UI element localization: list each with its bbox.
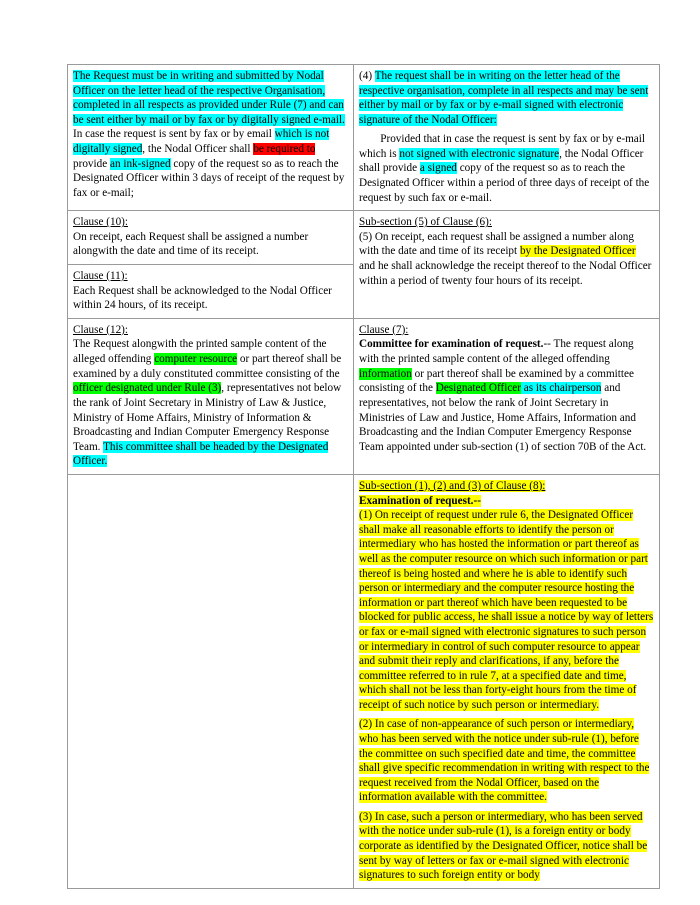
clause-number: (4) (359, 70, 375, 82)
clause-heading: Sub-section (1), (2) and (3) of Clause (8): (359, 479, 546, 492)
text-segment-computer-resource: computer resource (154, 353, 238, 366)
text-segment: and representatives, not below the rank of Joint Secretary in Ministries of Law and Justice, Home Affairs, Information and Broadcasting and the Indian Computer Emergency Response Team appointed under sub-section (1) of section 70B of the Act. (359, 382, 647, 453)
text-segment-ink-signed: an ink-signed (109, 157, 171, 170)
text-segment-be-required-to: be required to (253, 143, 316, 156)
text-segment: or part thereof shall be examined by a duly constituted committee consisting of the (73, 353, 342, 380)
clause-heading: Clause (10): (73, 216, 128, 229)
cell-subsection-5-clause-6 (354, 211, 660, 319)
text-segment-a-signed: a signed (419, 162, 457, 175)
text-segment: -- The request along with the printed sample content of the alleged offending (359, 338, 634, 366)
paragraph (73, 323, 348, 338)
clause-title: Committee for examination of request. (359, 338, 544, 351)
cell-clause-12 (68, 318, 354, 474)
text-segment: The Request must be in writing and submitted by Nodal Officer on the letter head of the respective Organisation, completed in all respects as provided under Rule (7) and can be sent either by mail or by fax or by (73, 70, 344, 126)
text-segment-digitally-signed: digitally signed e-mail. (241, 113, 345, 126)
text-segment-not-signed: not signed with electronic signature (399, 147, 560, 160)
paragraph-sub-rule-1 (359, 508, 654, 713)
comparison-table (67, 64, 660, 889)
text-segment: In case the request is sent by fax or by email (73, 128, 275, 141)
paragraph (359, 230, 654, 288)
paragraph (73, 215, 348, 230)
paragraph (359, 479, 654, 494)
text-segment-committee-headed: This committee shall be headed by the Designated Officer. (73, 440, 329, 468)
paragraph (73, 69, 348, 200)
text-segment: (5) On receipt, each request shall be assigned a number along with the date and time of its receipt (359, 230, 634, 258)
text-segment-information: information (359, 367, 412, 380)
text-segment: provide (73, 157, 110, 170)
text-segment: The request shall be in writing on the letter head of the respective organisation, complete in all respects and may be sent either by mail or by fax or by (359, 70, 649, 112)
paragraph (73, 269, 348, 284)
text-segment: (2) In case of non-appearance of such person or intermediary, who has been served with the notice under sub-rule (1), before the committee on such specified date and time, the committee shall give specific recommendation in writing with respect to the request received from the Nodal Officer, based on the information available with the committee. (359, 718, 650, 804)
clause-body: On receipt, each Request shall be assigned a number alongwith the date and time of its receipt. (73, 230, 309, 258)
text-segment: copy of the request so as to reach the Designated Officer within 3 days of receipt of the request by fax or e-mail; (73, 157, 345, 199)
cell-rule-4-request-form (354, 65, 660, 211)
cell-clause-11 (68, 265, 354, 319)
text-segment: The Request alongwith the printed sample content of the alleged offending (73, 338, 327, 366)
cell-clause-7 (354, 318, 660, 474)
table-row (68, 474, 660, 888)
paragraph (359, 323, 654, 338)
text-segment-officer-designated: officer designated under Rule (3) (73, 382, 222, 395)
text-segment: (1) On receipt of request under rule 6, the Designated Officer shall make all reasonable efforts to identify the person or intermediary who has hosted the information or part thereof as well as the computer resource on which such information or part thereof is being hosted and where he is able to identify such person or intermediary and the computer resource hosting the information or part thereof which have been requested to be blocked for public access, he shall issue a notice by way of letters or fax or e-mail signed with electronic signatures to such person or intermediary in control of such computer resource to appear and submit their reply and clarifications, if any, before the committee referred to in rule 7, at a specified date and time, which shall not be less than forty-eight hours from the time of receipt of such notice by such person or intermediary. (359, 509, 654, 712)
text-segment: of the Nodal Officer: (400, 113, 497, 126)
text-segment: and he shall acknowledge the receipt thereof to the Nodal Officer within a period of twenty four hours of its receipt. (359, 260, 652, 287)
clause-heading: Clause (11): (73, 270, 128, 283)
text-segment: , representatives not below the rank of Joint Secretary in Ministry of Law & Justice, Ministry of Home Affairs, Ministry of Information & Broadcasting and Indian Computer Emergency Response Team. (73, 382, 342, 453)
paragraph (73, 284, 348, 313)
paragraph (359, 69, 654, 127)
cell-subsection-1-2-3-clause-8 (354, 474, 660, 888)
table-row (68, 211, 660, 265)
cell-clause-10 (68, 211, 354, 265)
paragraph-sub-rule-3 (359, 810, 654, 883)
text-segment: , the Nodal Officer shall (142, 143, 254, 156)
clause-title: Examination of request.-- (359, 494, 481, 507)
table-row (68, 65, 660, 211)
clause-body: Each Request shall be acknowledged to the Nodal Officer within 24 hours, of its receipt. (73, 284, 332, 312)
paragraph (359, 215, 654, 230)
text-segment: or part thereof shall be examined by a committee consisting of the (359, 367, 634, 395)
cell-empty (68, 474, 354, 888)
text-segment: copy of the request so as to reach the Designated Officer within a period of three days of receipt of the request by such fax or e-mail. (359, 162, 650, 204)
paragraph (73, 337, 348, 468)
text-segment: (3) In case, such a person or intermediary, who has been served with the notice under sub-rule (1), is a foreign entity or body corporate as identified by the Designated Officer, notice shall be sent by way of letters or fax or e-mail signed with electronic signatures to such foreign entity or body (359, 810, 648, 882)
paragraph-proviso (359, 132, 654, 205)
cell-existing-request-requirements (68, 65, 354, 211)
paragraph (359, 494, 654, 509)
table-row (68, 318, 660, 474)
clause-heading: Clause (7): (359, 323, 409, 336)
clause-heading: Sub-section (5) of Clause (6): (359, 216, 492, 229)
text-segment: Provided that in case the request is sent by fax or by e-mail which is (359, 133, 645, 160)
text-segment-designated-officer: Designated Officer (435, 382, 521, 395)
paragraph-sub-rule-2 (359, 717, 654, 805)
text-segment-not-digitally-signed: which is not digitally signed (73, 128, 330, 156)
paragraph (73, 230, 348, 259)
text-segment-by-designated-officer: by the Designated Officer (519, 245, 636, 258)
clause-heading: Clause (12): (73, 323, 128, 336)
text-segment-electronic-signature: e-mail signed with electronic signature (359, 99, 624, 126)
text-segment: , the Nodal Officer shall provide (359, 147, 644, 175)
paragraph (359, 337, 654, 454)
text-segment-as-its-chairperson: as its chairperson (520, 382, 602, 395)
